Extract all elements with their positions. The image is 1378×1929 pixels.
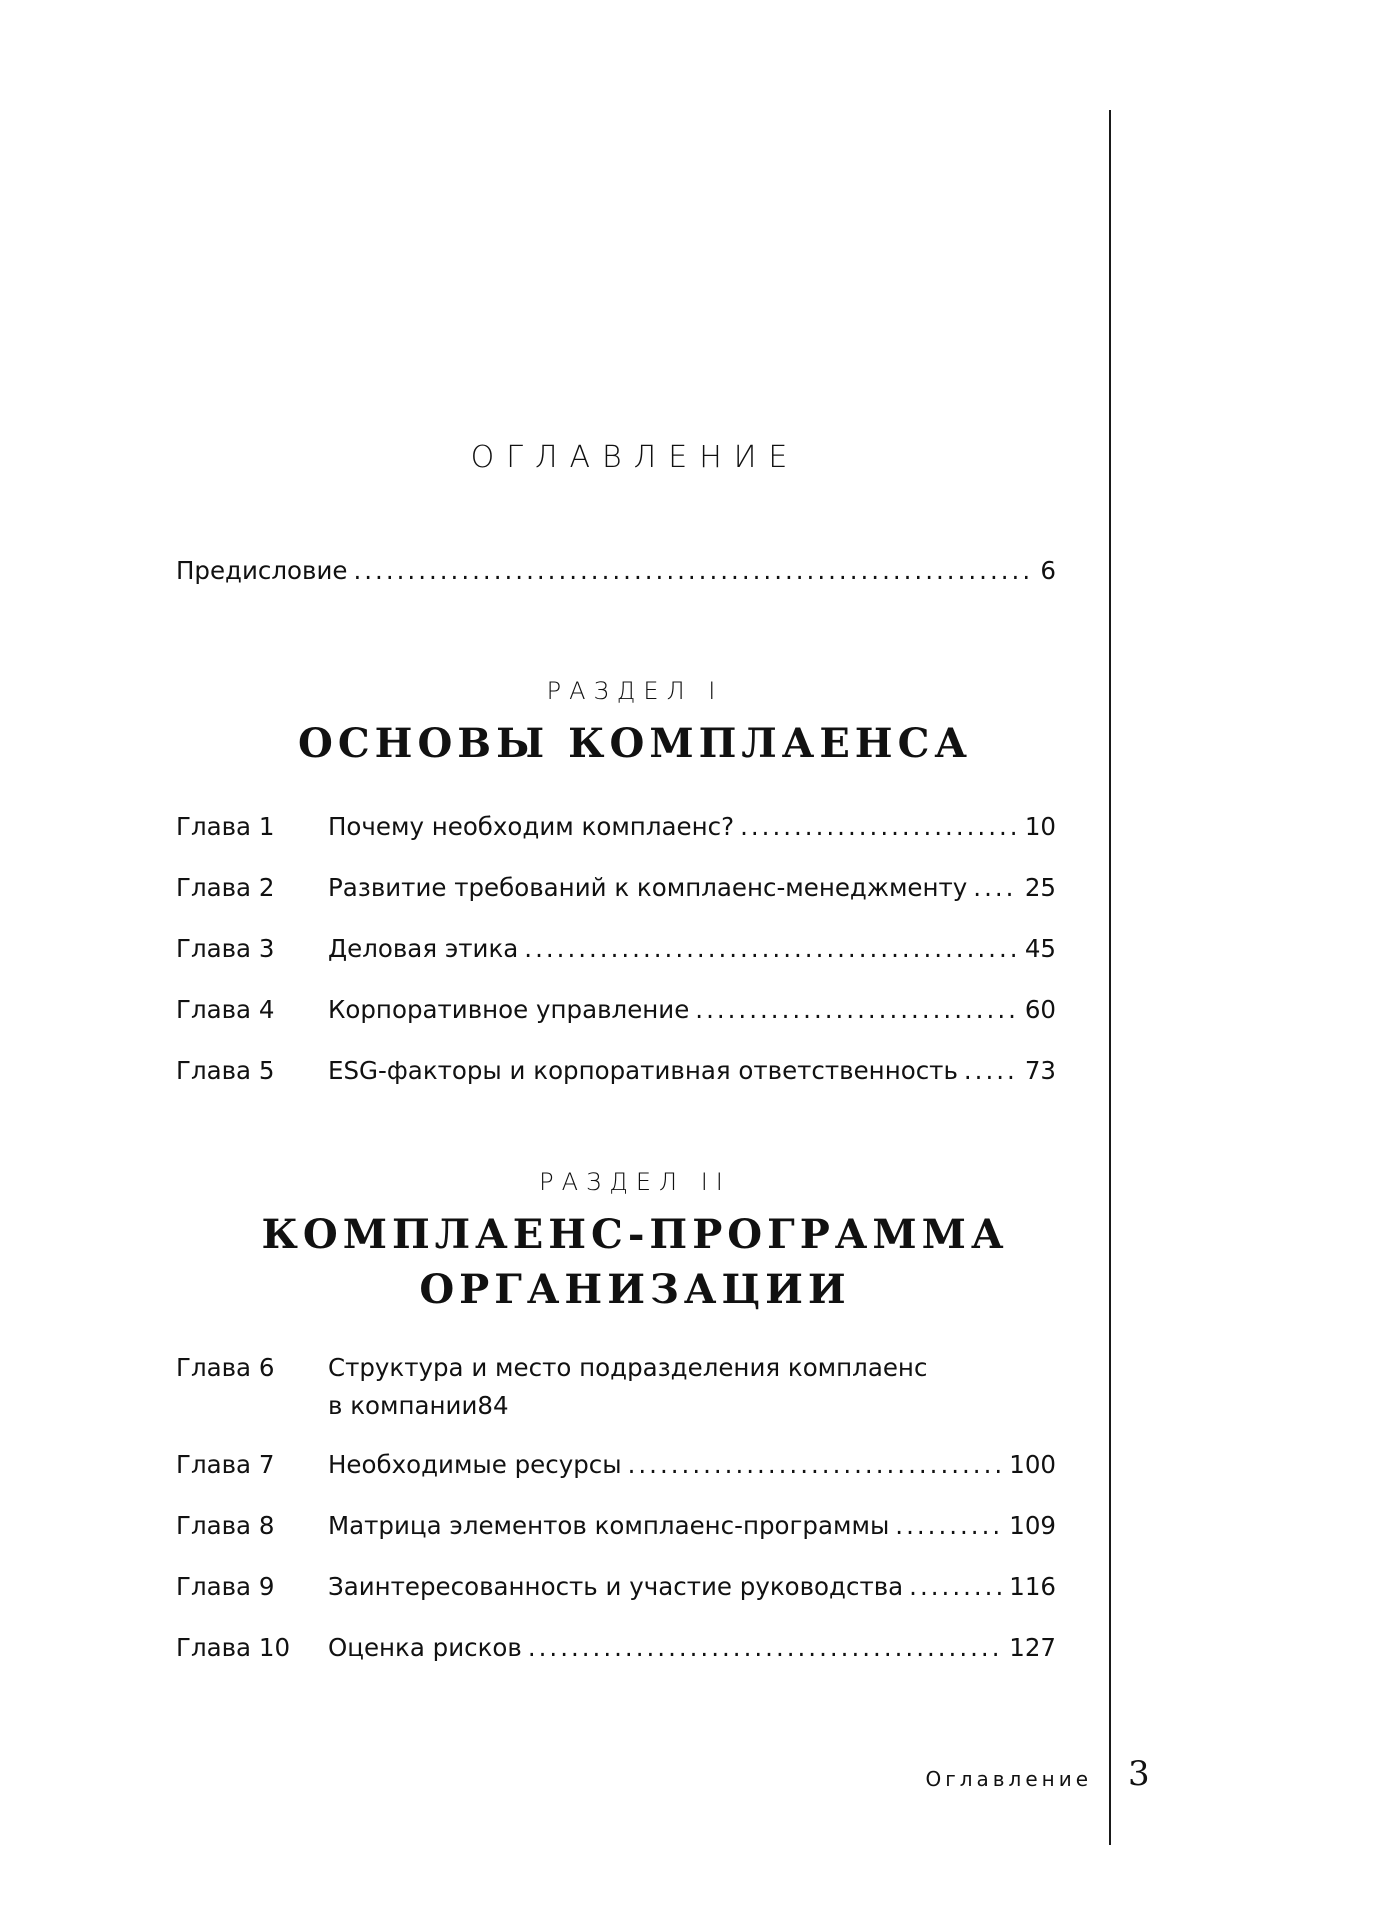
chapter-title: Оценка рисков	[328, 1633, 522, 1662]
chapter-number: Глава 5	[176, 1056, 275, 1085]
toc-entry-ch5[interactable]	[176, 1051, 1056, 1091]
chapter-page: 109	[1009, 1511, 1056, 1540]
section-2-chapters	[176, 1348, 1056, 1668]
chapter-number: Глава 10	[176, 1633, 291, 1662]
chapter-page: 10	[1024, 812, 1056, 841]
chapter-page: 116	[1009, 1572, 1056, 1601]
preface-page: 6	[1040, 556, 1056, 585]
page-number: 3	[1128, 1754, 1150, 1794]
leader-dots	[695, 990, 1019, 1030]
section-1-label: РАЗДЕЛ I	[546, 677, 724, 705]
chapter-number: Глава 9	[176, 1572, 275, 1601]
chapter-number: Глава 6	[176, 1353, 275, 1382]
chapter-page: 100	[1009, 1450, 1056, 1479]
chapter-title-line1: Структура и место подразделения комплаенс	[328, 1353, 928, 1382]
vertical-rule	[1109, 110, 1111, 1845]
toc-entry-ch6[interactable]	[176, 1348, 1056, 1424]
chapter-title: Необходимые ресурсы	[328, 1450, 622, 1479]
leader-dots	[909, 1567, 1003, 1607]
chapter-page: 45	[1024, 934, 1056, 963]
toc-entry-ch9[interactable]	[176, 1567, 1056, 1607]
chapter-title: Деловая этика	[328, 934, 519, 963]
chapter-number: Глава 3	[176, 934, 275, 963]
section-2-label: РАЗДЕЛ II	[539, 1168, 731, 1196]
chapter-title: Развитие требований к комплаенс-менеджменту	[328, 873, 968, 902]
toc-entry-ch3[interactable]	[176, 929, 1056, 969]
leader-dots	[353, 551, 1034, 591]
leader-dots	[524, 929, 1019, 969]
chapter-number: Глава 8	[176, 1511, 275, 1540]
chapter-title-line2: в компании	[328, 1391, 478, 1420]
chapter-number: Глава 7	[176, 1450, 275, 1479]
chapter-number: Глава 4	[176, 995, 275, 1024]
toc-entry-ch2[interactable]	[176, 868, 1056, 908]
leader-dots	[628, 1445, 1004, 1485]
toc-heading: ОГЛАВЛЕНИЕ	[470, 440, 800, 475]
toc-entry-ch4[interactable]	[176, 990, 1056, 1030]
preface-entry[interactable]	[176, 551, 1056, 591]
running-footer-title: Оглавление	[925, 1767, 1092, 1791]
section-2-title-line2: ОРГАНИЗАЦИИ	[419, 1266, 851, 1313]
leader-dots	[973, 868, 1019, 908]
section-1-title: ОСНОВЫ КОМПЛАЕНСА	[297, 720, 973, 767]
chapter-page: 127	[1009, 1633, 1056, 1662]
toc-entry-ch10[interactable]	[176, 1628, 1056, 1668]
toc-entry-ch7[interactable]	[176, 1445, 1056, 1485]
chapter-title: Заинтересованность и участие руководства	[328, 1572, 904, 1601]
chapter-page: 25	[1024, 873, 1056, 902]
chapter-page: 73	[1024, 1056, 1056, 1085]
chapter-number: Глава 2	[176, 873, 275, 902]
section-1-chapters	[176, 807, 1056, 1091]
leader-dots	[964, 1051, 1019, 1091]
leader-dots	[740, 807, 1019, 847]
toc-entry-ch8[interactable]	[176, 1506, 1056, 1546]
chapter-title: Матрица элементов комплаенс-программы	[328, 1511, 890, 1540]
chapter-title: Корпоративное управление	[328, 995, 690, 1024]
chapter-number: Глава 1	[176, 812, 275, 841]
leader-dots	[528, 1628, 1003, 1668]
toc-entry-ch1[interactable]	[176, 807, 1056, 847]
chapter-title: Почему необходим комплаенс?	[328, 812, 735, 841]
leader-dots	[895, 1506, 1003, 1546]
section-2-title-line1: КОМПЛАЕНС-ПРОГРАММА	[261, 1211, 1009, 1258]
chapter-title: ESG-факторы и корпоративная ответственность	[328, 1056, 958, 1085]
chapter-page: 60	[1024, 995, 1056, 1024]
chapter-page: 84	[477, 1391, 509, 1420]
preface-title: Предисловие	[176, 556, 348, 585]
